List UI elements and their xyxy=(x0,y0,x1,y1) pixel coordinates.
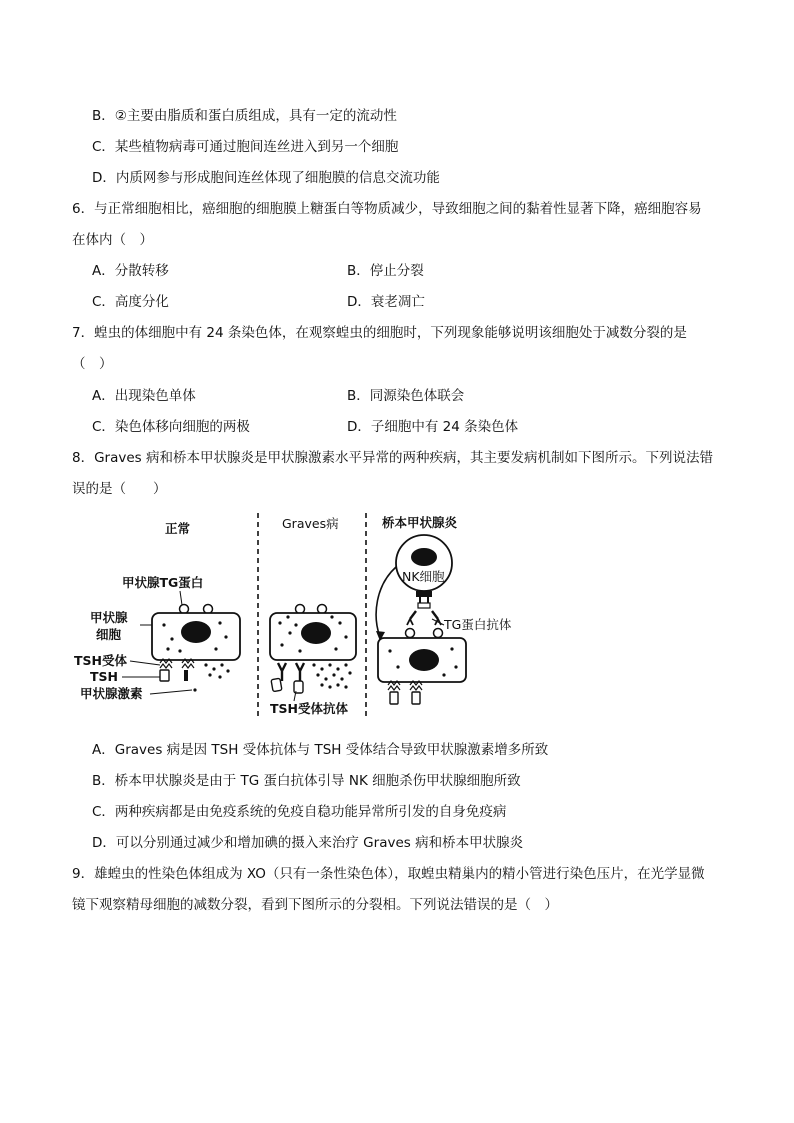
panel-title-hashimoto: 桥本甲状腺炎 xyxy=(382,515,458,530)
label-thyroid-cell-2: 细胞 xyxy=(96,627,122,642)
hashimoto-nucleus xyxy=(409,649,439,671)
normal-nucleus xyxy=(181,621,211,643)
q7-option-a: A．出现染色单体 xyxy=(92,388,196,404)
q6-option-a: A．分散转移 xyxy=(92,263,169,279)
q7-stem-line2: （ ） xyxy=(72,356,113,372)
q8-option-d: D．可以分别通过减少和增加碘的摄入来治疗 Graves 病和桥本甲状腺炎 xyxy=(92,835,524,851)
label-nk-cell: NK细胞 xyxy=(402,569,445,584)
label-tsh-receptor-antibody: TSH受体抗体 xyxy=(270,701,348,716)
q8-option-a: A．Graves 病是因 TSH 受体抗体与 TSH 受体结合导致甲状腺激素增多所致 xyxy=(92,742,549,758)
q8-option-b: B．桥本甲状腺炎是由于 TG 蛋白抗体引导 NK 细胞杀伤甲状腺细胞所致 xyxy=(92,773,521,789)
label-tg-protein: 甲状腺TG蛋白 xyxy=(122,575,204,590)
label-tsh-receptor: TSH受体 xyxy=(74,653,127,668)
q6-option-c: C．高度分化 xyxy=(92,294,169,310)
q7-option-b: B．同源染色体联会 xyxy=(347,388,465,404)
q6-option-b: B．停止分裂 xyxy=(347,263,424,279)
label-thyroid-cell-1: 甲状腺 xyxy=(90,610,128,625)
q7-option-c: C．染色体移向细胞的两极 xyxy=(92,419,250,435)
q5-option-c: C．某些植物病毒可通过胞间连丝进入到另一个细胞 xyxy=(92,139,399,155)
panel-title-normal: 正常 xyxy=(165,521,191,536)
label-thyroid-hormone: 甲状腺激素 xyxy=(80,686,143,701)
q8-stem-line1: 8．Graves 病和桥本甲状腺炎是甲状腺激素水平异常的两种疾病，其主要发病机制如下图所示。下列说法错 xyxy=(72,450,713,466)
q8-stem-line2: 误的是（ ） xyxy=(72,481,167,497)
q7-option-d: D．子细胞中有 24 条染色体 xyxy=(347,419,519,435)
panel-title-graves: Graves病 xyxy=(282,516,339,531)
q9-stem-line1: 9．雄蝗虫的性染色体组成为 XO（只有一条性染色体），取蝗虫精巢内的精小管进行染色压片，在光学显微 xyxy=(72,866,705,882)
q5-option-b: B．②主要由脂质和蛋白质组成，具有一定的流动性 xyxy=(92,108,397,124)
q8-option-c: C．两种疾病都是由免疫系统的免疫自稳功能异常所引发的自身免疫病 xyxy=(92,804,507,820)
label-tg-antibody: TG蛋白抗体 xyxy=(444,617,512,632)
q9-stem-line2: 镜下观察精母细胞的减数分裂，看到下图所示的分裂相。下列说法错误的是（ ） xyxy=(72,897,558,913)
q6-stem-line1: 6．与正常细胞相比，癌细胞的细胞膜上糖蛋白等物质减少，导致细胞之间的黏着性显著下降，癌细胞容易 xyxy=(72,201,702,217)
label-tsh: TSH xyxy=(90,669,118,684)
q6-stem-line2: 在体内（ ） xyxy=(72,232,153,248)
thyroid-mechanism-diagram xyxy=(60,505,512,730)
q5-option-d: D．内质网参与形成胞间连丝体现了细胞膜的信息交流功能 xyxy=(92,170,440,186)
q7-stem-line1: 7．蝗虫的体细胞中有 24 条染色体，在观察蝗虫的细胞时，下列现象能够说明该细胞处于减数分裂的是 xyxy=(72,325,687,341)
graves-nucleus xyxy=(301,622,331,644)
q6-option-d: D．衰老凋亡 xyxy=(347,294,425,310)
